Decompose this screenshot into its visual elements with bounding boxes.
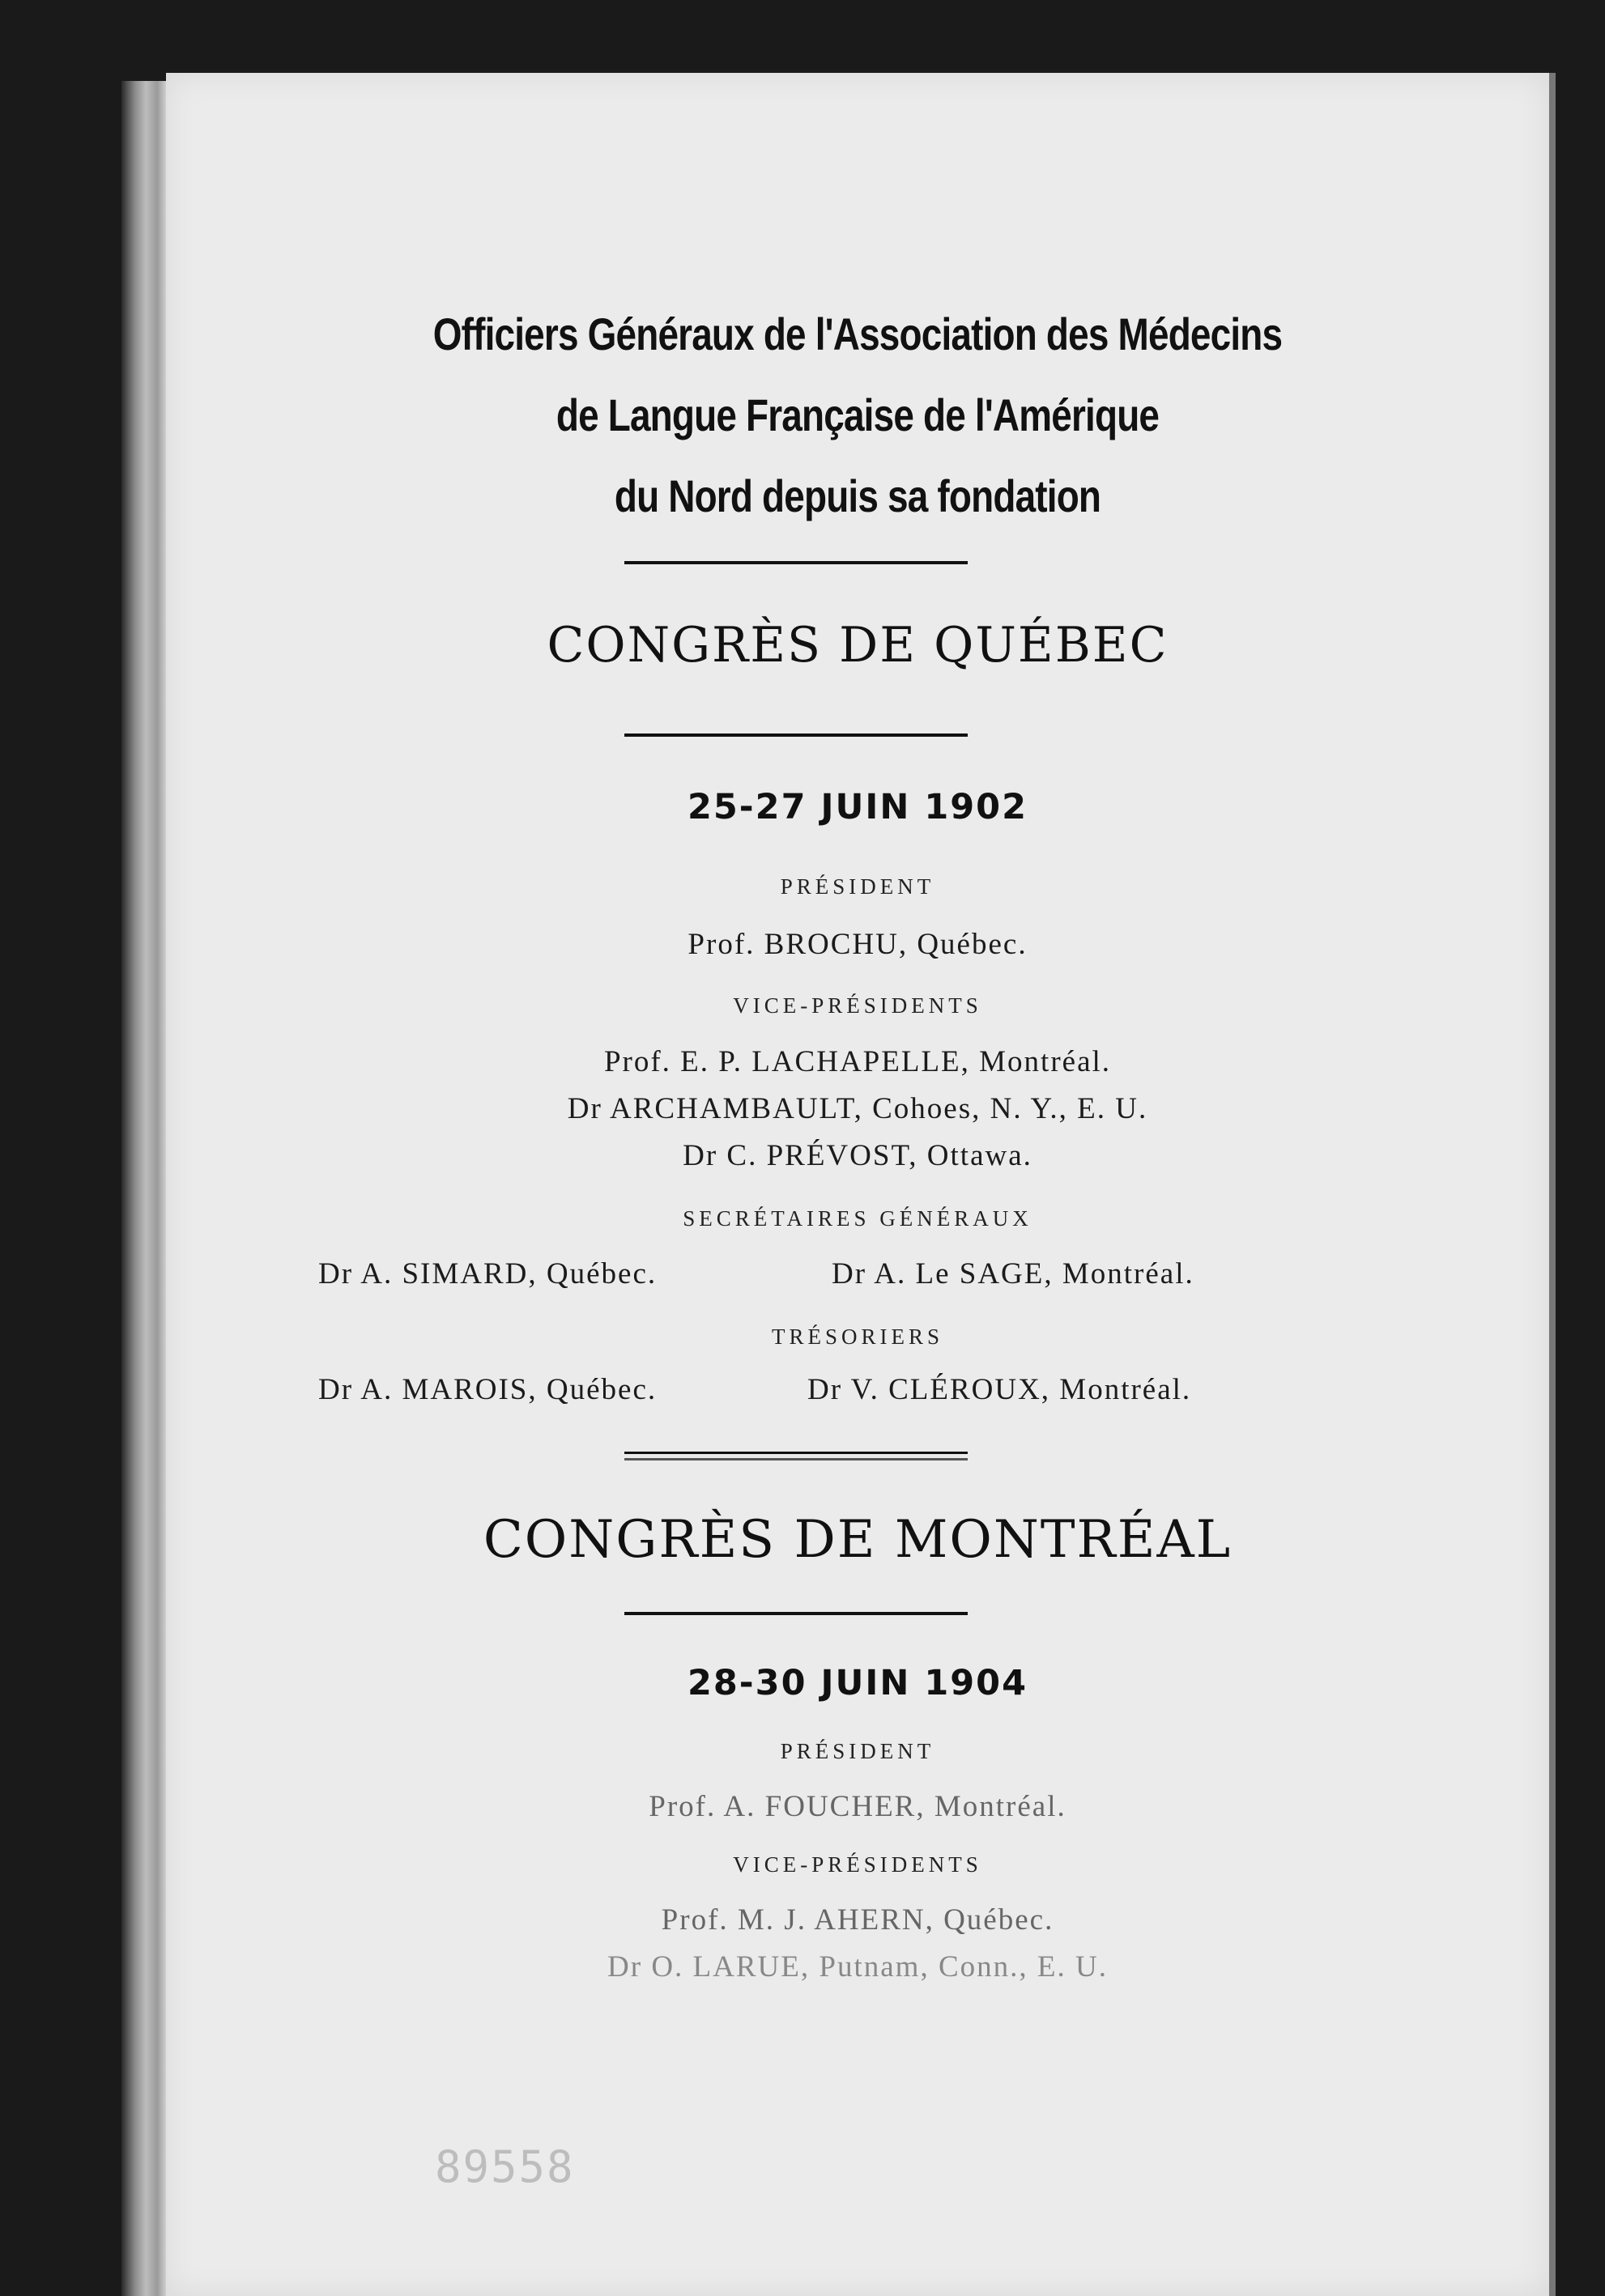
quebec-treasurer: Dr V. CLÉROUX, Montréal. — [807, 1373, 1192, 1406]
quebec-treasurer: Dr A. MAROIS, Québec. — [318, 1373, 658, 1406]
quebec-treasurers-label: TRÉSORIERS — [771, 1324, 944, 1349]
book-binding-edge — [121, 81, 166, 2296]
quebec-vice-president: Dr C. PRÉVOST, Ottawa. — [683, 1139, 1032, 1172]
montreal-vice-president: Prof. M. J. AHERN, Québec. — [661, 1903, 1054, 1937]
quebec-secretary: Dr A. SIMARD, Québec. — [318, 1257, 658, 1290]
quebec-vice-presidents-label: VICE-PRÉSIDENTS — [733, 993, 982, 1018]
montreal-congress-heading: CONGRÈS DE MONTRÉAL — [483, 1510, 1232, 1570]
section-divider-rule — [624, 1452, 968, 1454]
scanned-page — [166, 73, 1549, 2296]
montreal-congress-date: 28-30 JUIN 1904 — [687, 1663, 1028, 1703]
divider-rule — [624, 733, 968, 737]
montreal-president-label: PRÉSIDENT — [780, 1739, 935, 1763]
montreal-vice-president: Dr O. LARUE, Putnam, Conn., E. U. — [607, 1950, 1108, 1983]
quebec-vice-president: Prof. E. P. LACHAPELLE, Montréal. — [603, 1045, 1112, 1078]
catalog-number-stamp: 89558 — [435, 2141, 575, 2192]
title-line-2: de Langue Française de l'Amérique — [556, 389, 1160, 440]
quebec-congress-date: 25-27 JUIN 1902 — [687, 787, 1028, 827]
montreal-president: Prof. A. FOUCHER, Montréal. — [649, 1790, 1066, 1823]
title-line-1: Officiers Généraux de l'Association des Médecins — [432, 308, 1283, 359]
quebec-president: Prof. BROCHU, Québec. — [688, 928, 1028, 961]
divider-rule — [624, 1612, 968, 1615]
montreal-vice-presidents-label: VICE-PRÉSIDENTS — [733, 1852, 982, 1877]
divider-rule — [624, 561, 968, 564]
quebec-secretary: Dr A. Le SAGE, Montréal. — [832, 1257, 1194, 1290]
quebec-vice-president: Dr ARCHAMBAULT, Cohoes, N. Y., E. U. — [567, 1092, 1148, 1125]
quebec-congress-heading: CONGRÈS DE QUÉBEC — [547, 617, 1169, 674]
quebec-president-label: PRÉSIDENT — [780, 874, 935, 899]
quebec-secretaries-label: SECRÉTAIRES GÉNÉRAUX — [683, 1206, 1032, 1231]
title-line-3: du Nord depuis sa fondation — [614, 470, 1101, 521]
page-right-edge — [1549, 73, 1556, 2296]
